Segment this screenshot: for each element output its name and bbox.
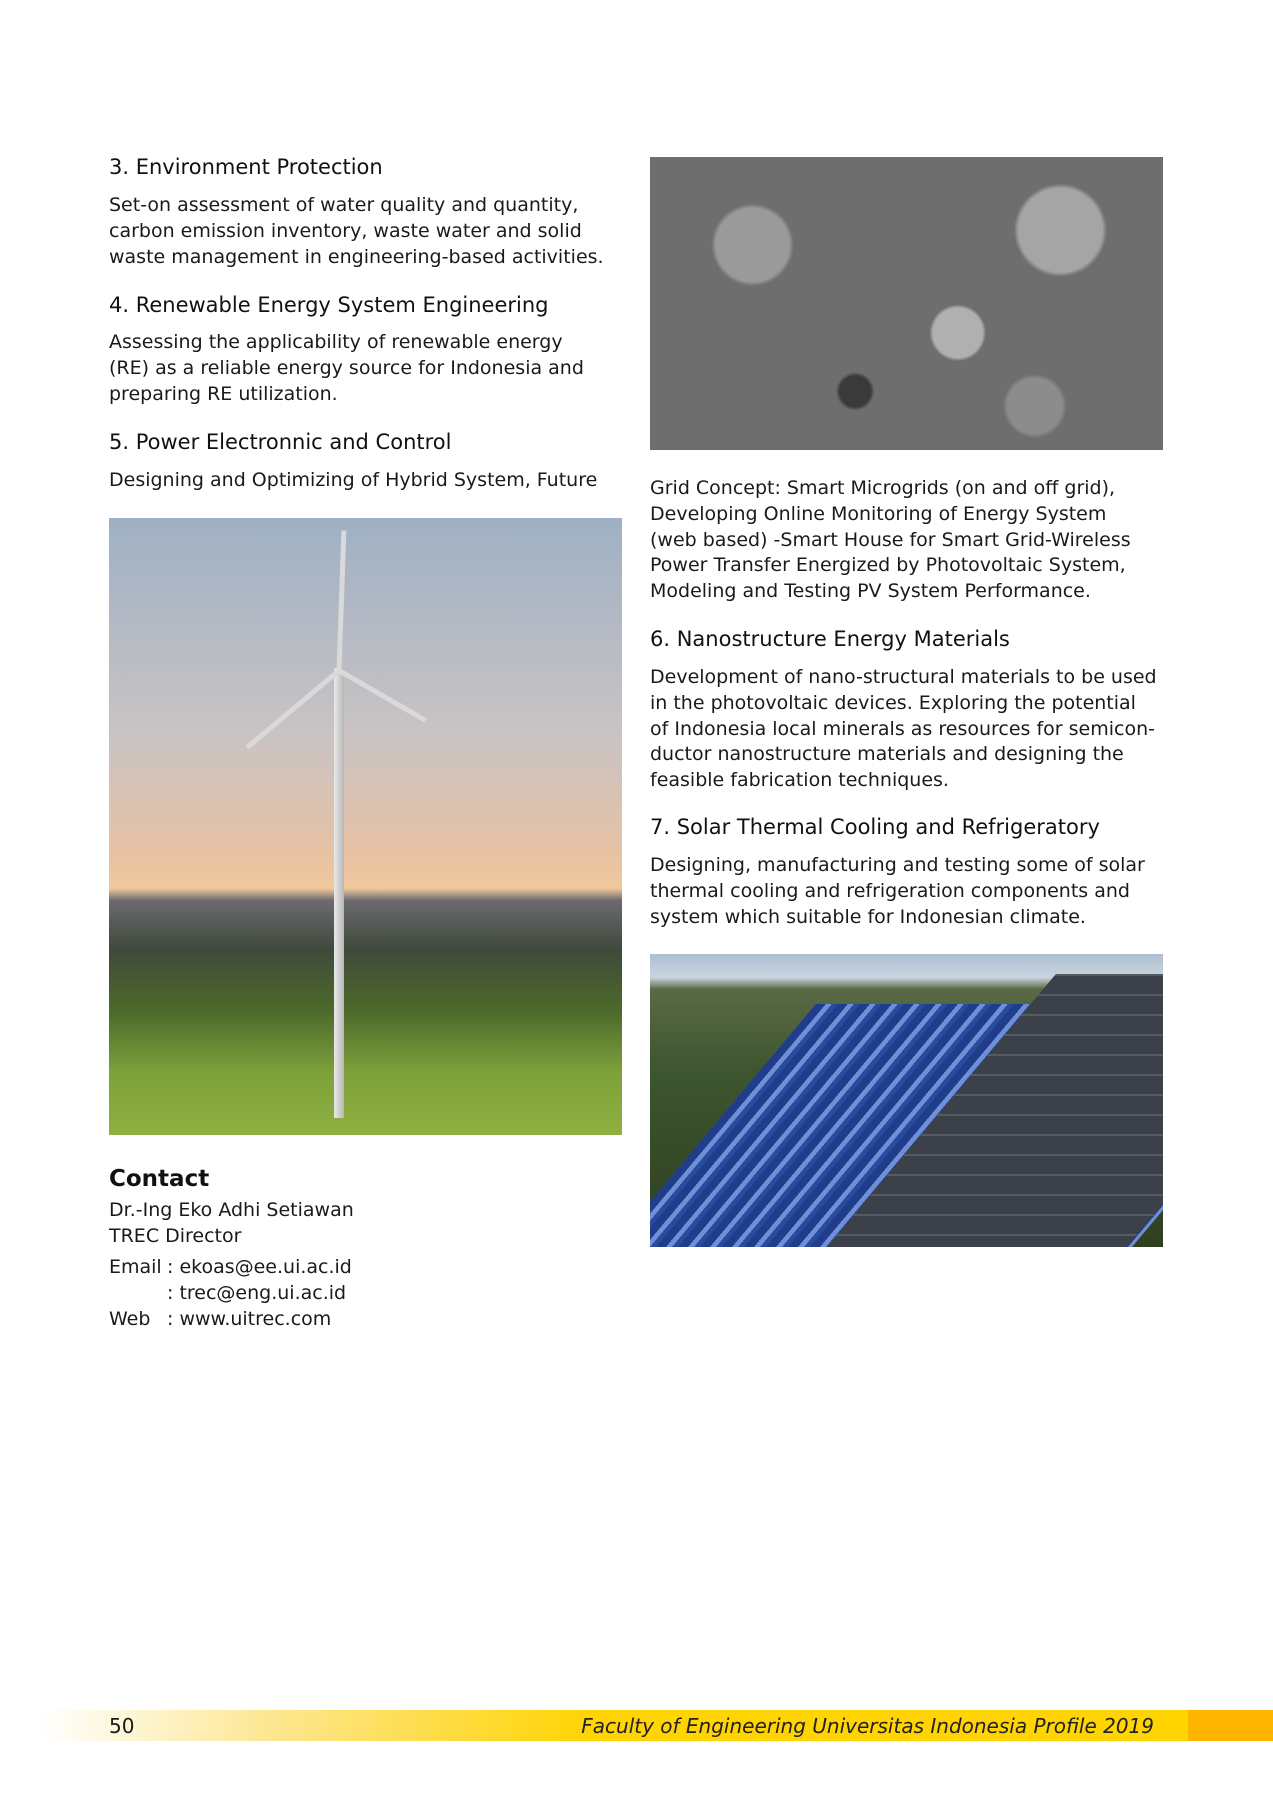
text-line: ductor nanostructure materials and designing the [650, 743, 1124, 766]
text-line: Designing, manufacturing and testing some of solar [650, 854, 1145, 876]
heading-power-electronic: 5. Power Electronnic and Control [109, 430, 452, 454]
heading-renewable-energy: 4. Renewable Energy System Engineering [109, 293, 549, 317]
footer-title: Faculty of Engineering Universitas Indonesia Profile 2019 [581, 1714, 1154, 1738]
text-line: Modeling and Testing PV System Performance. [650, 580, 1091, 603]
web-link[interactable]: : www.uitrec.com [167, 1308, 332, 1330]
turbine-blade [337, 530, 347, 670]
text-line: waste management in engineering-based activities. [109, 245, 604, 268]
heading-environment-protection: 3. Environment Protection [109, 155, 383, 179]
text-line: thermal cooling and refrigeration components and [650, 879, 1130, 902]
page-number: 50 [109, 1714, 135, 1738]
text-line: Power Transfer Energized by Photovoltaic System, [650, 554, 1126, 577]
solar-collector-photo [650, 954, 1163, 1247]
text-line: preparing RE utilization. [109, 382, 338, 405]
text-line: Designing and Optimizing of Hybrid System, Future [109, 469, 598, 491]
text-line: carbon emission inventory, waste water and solid [109, 219, 582, 242]
power-electronic-text [109, 468, 629, 494]
turbine-tower [334, 668, 344, 1118]
solar-thermal-text [650, 853, 1170, 930]
text-line: (RE) as a reliable energy source for Indonesia and [109, 356, 584, 379]
contact-block [109, 1197, 354, 1332]
text-line: Grid Concept: Smart Microgrids (on and off grid), [650, 477, 1116, 499]
contact-heading: Contact [109, 1166, 210, 1192]
heading-solar-thermal: 7. Solar Thermal Cooling and Refrigeratory [650, 815, 1100, 839]
web-label: Web [109, 1308, 151, 1330]
nanostructure-micrograph [650, 157, 1163, 450]
nanostructure-text [650, 665, 1170, 794]
email-link[interactable]: : trec@eng.ui.ac.id [167, 1282, 347, 1304]
text-line: Assessing the applicability of renewable energy [109, 331, 563, 353]
text-line: of Indonesia local minerals as resources for semicon- [650, 717, 1155, 740]
email-label: Email [109, 1256, 162, 1278]
text-line: feasible fabrication techniques. [650, 769, 949, 792]
wind-turbine-photo [109, 518, 622, 1135]
contact-name: Dr.-Ing Eko Adhi Setiawan [109, 1199, 354, 1221]
contact-role: TREC Director [109, 1225, 242, 1247]
turbine-blade [245, 669, 340, 750]
text-line: Developing Online Monitoring of Energy System [650, 502, 1107, 525]
heading-nanostructure: 6. Nanostructure Energy Materials [650, 627, 1010, 651]
environment-protection-text [109, 193, 629, 270]
text-line: (web based) -Smart House for Smart Grid-Wireless [650, 528, 1131, 551]
renewable-energy-text [109, 330, 629, 407]
text-line: Development of nano-structural materials to be used [650, 666, 1157, 688]
text-line: system which suitable for Indonesian climate. [650, 905, 1086, 928]
footer-accent [1188, 1710, 1273, 1741]
email-link[interactable]: : ekoas@ee.ui.ac.id [167, 1256, 352, 1278]
power-electronic-text-continued [650, 476, 1170, 605]
turbine-blade [338, 668, 427, 722]
text-line: Set-on assessment of water quality and quantity, [109, 194, 579, 216]
text-line: in the photovoltaic devices. Exploring the potential [650, 691, 1136, 714]
